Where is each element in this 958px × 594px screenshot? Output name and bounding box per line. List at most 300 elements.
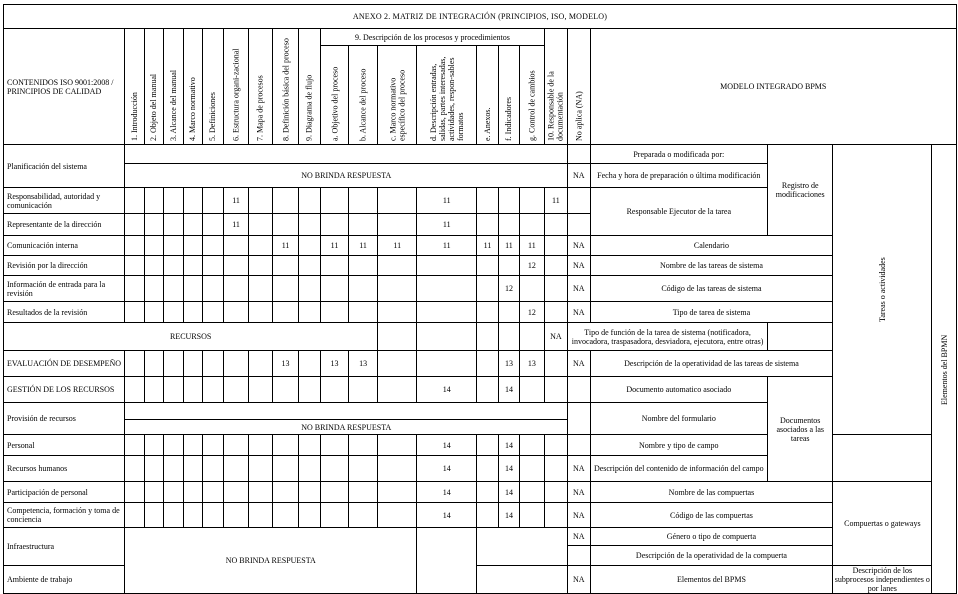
blank-cell	[125, 351, 144, 377]
col-header-10: 10. Responsable de la documentación	[544, 29, 567, 145]
blank-cell	[477, 256, 498, 276]
row-label: Personal	[4, 435, 125, 456]
model-item: Elementos del BPMS	[590, 566, 833, 594]
blank-cell	[321, 377, 349, 403]
value-cell: 14	[498, 503, 519, 528]
blank-cell	[544, 256, 567, 276]
value-cell: 11	[321, 236, 349, 256]
group-registro: Registro de modificaciones	[768, 145, 833, 236]
blank-cell	[202, 377, 223, 403]
blank-cell	[224, 236, 248, 256]
col-header-1: 1. Introducción	[125, 29, 144, 145]
blank-cell	[477, 503, 498, 528]
blank-cell	[248, 503, 272, 528]
col-header-2: 2. Objeto del manual	[144, 29, 163, 145]
value-cell: 14	[498, 377, 519, 403]
blank-cell	[568, 435, 590, 456]
blank-cell	[417, 256, 477, 276]
blank-cell	[164, 302, 183, 323]
blank-cell	[183, 351, 202, 377]
row-label: GESTIÓN DE LOS RECURSOS	[4, 377, 125, 403]
blank-cell	[202, 351, 223, 377]
na-cell: NA	[568, 236, 590, 256]
blank-cell	[378, 482, 417, 503]
blank-cell	[202, 188, 223, 214]
blank-cell	[568, 377, 590, 403]
blank-cell	[298, 351, 320, 377]
blank-cell	[568, 214, 590, 236]
blank-cell	[520, 188, 544, 214]
blank-cell	[202, 256, 223, 276]
blank-cell	[378, 256, 417, 276]
blank-cell	[183, 456, 202, 482]
na-cell: NA	[568, 503, 590, 528]
blank-cell	[273, 188, 299, 214]
blank-cell	[248, 482, 272, 503]
row-label: Infraestructura	[4, 528, 125, 566]
blank-cell	[144, 276, 163, 302]
col-header-3: 3. Alcance del manual	[164, 29, 183, 145]
blank-cell	[348, 377, 378, 403]
blank-cell	[202, 435, 223, 456]
value-cell: 14	[417, 377, 477, 403]
blank-cell	[273, 435, 299, 456]
na-cell: NA	[568, 456, 590, 482]
row-label: Planificación del sistema	[4, 145, 125, 188]
blank-cell	[498, 302, 519, 323]
col-header-5: 5. Definiciones	[202, 29, 223, 145]
blank-cell	[298, 214, 320, 236]
blank-cell	[248, 456, 272, 482]
blank-cell	[248, 214, 272, 236]
blank-cell	[125, 256, 144, 276]
blank-cell	[417, 528, 477, 594]
blank-cell	[224, 482, 248, 503]
blank-cell	[321, 276, 349, 302]
blank-cell	[248, 377, 272, 403]
blank-cell	[183, 435, 202, 456]
row-label: Responsabilidad, autoridad y comunicación	[4, 188, 125, 214]
blank-cell	[477, 351, 498, 377]
blank-cell	[544, 503, 567, 528]
value-cell: 11	[348, 236, 378, 256]
blank-cell	[477, 528, 568, 566]
blank-cell	[248, 276, 272, 302]
na-cell: NA	[544, 323, 567, 351]
blank-cell	[164, 276, 183, 302]
page-title: ANEXO 2. MATRIZ DE INTEGRACIÓN (PRINCIPIOS, ISO, MODELO)	[4, 5, 957, 29]
blank-cell	[273, 456, 299, 482]
col-header-a: a. Objetivo del proceso	[321, 46, 349, 145]
blank-cell	[520, 276, 544, 302]
blank-cell	[183, 302, 202, 323]
blank-cell	[125, 145, 568, 164]
blank-cell	[164, 256, 183, 276]
value-cell: 13	[321, 351, 349, 377]
na-cell: NA	[568, 528, 590, 546]
blank-cell	[125, 403, 568, 420]
col-header-b: b. Alcance del proceso	[348, 46, 378, 145]
blank-cell	[144, 236, 163, 256]
no-response-cell: NO BRINDA RESPUESTA	[125, 420, 568, 435]
blank-cell	[298, 456, 320, 482]
blank-cell	[144, 188, 163, 214]
value-cell: 13	[273, 351, 299, 377]
na-cell: NA	[568, 351, 590, 377]
blank-cell	[477, 302, 498, 323]
blank-cell	[378, 435, 417, 456]
value-cell: 12	[520, 302, 544, 323]
blank-cell	[298, 435, 320, 456]
blank-cell	[298, 503, 320, 528]
blank-cell	[183, 214, 202, 236]
blank-cell	[144, 302, 163, 323]
col-header-c: c. Marco normativo específico del proceso	[378, 46, 417, 145]
blank-cell	[520, 214, 544, 236]
blank-cell	[321, 188, 349, 214]
blank-cell	[498, 256, 519, 276]
blank-cell	[544, 276, 567, 302]
value-cell: 11	[417, 188, 477, 214]
value-cell: 11	[417, 214, 477, 236]
value-cell: 11	[477, 236, 498, 256]
blank-cell	[183, 482, 202, 503]
model-item: Código de las compuertas	[590, 503, 833, 528]
blank-cell	[348, 302, 378, 323]
blank-cell	[417, 302, 477, 323]
value-cell: 14	[498, 435, 519, 456]
blank-cell	[378, 214, 417, 236]
row-label: Participación de personal	[4, 482, 125, 503]
blank-cell	[202, 456, 223, 482]
value-cell: 13	[520, 351, 544, 377]
blank-cell	[183, 377, 202, 403]
model-item: Código de las tareas de sistema	[590, 276, 833, 302]
blank-cell	[125, 377, 144, 403]
blank-cell	[321, 503, 349, 528]
blank-cell	[321, 302, 349, 323]
value-cell: 14	[417, 503, 477, 528]
blank-cell	[544, 482, 567, 503]
blank-cell	[544, 302, 567, 323]
na-cell: NA	[568, 164, 590, 188]
blank-cell	[544, 214, 567, 236]
col-header-4: 4. Marco normativo	[183, 29, 202, 145]
blank-cell	[298, 482, 320, 503]
group-compuertas: Compuertas o gateways	[833, 482, 932, 566]
blank-cell	[248, 351, 272, 377]
value-cell: 11	[544, 188, 567, 214]
blank-cell	[144, 435, 163, 456]
blank-cell	[273, 482, 299, 503]
blank-cell	[202, 482, 223, 503]
blank-cell	[321, 482, 349, 503]
value-cell: 12	[520, 256, 544, 276]
blank-cell	[544, 456, 567, 482]
model-item: Preparada o modificada por:	[590, 145, 768, 164]
value-cell: 11	[224, 188, 248, 214]
blank-cell	[417, 323, 477, 351]
integration-matrix	[3, 4, 957, 594]
blank-cell	[144, 456, 163, 482]
blank-cell	[248, 256, 272, 276]
group-documentos: Documentos asociados a las tareas	[768, 377, 833, 482]
value-cell: 14	[417, 435, 477, 456]
blank-cell	[202, 236, 223, 256]
blank-cell	[125, 214, 144, 236]
row-label: Revisión por la dirección	[4, 256, 125, 276]
blank-cell	[183, 503, 202, 528]
na-cell: NA	[568, 276, 590, 302]
blank-cell	[183, 236, 202, 256]
blank-cell	[144, 503, 163, 528]
blank-cell	[298, 302, 320, 323]
blank-cell	[544, 236, 567, 256]
group-tareas: Tareas o actividades	[833, 145, 932, 435]
blank-cell	[248, 188, 272, 214]
row-label: Ambiente de trabajo	[4, 566, 125, 594]
value-cell: 11	[273, 236, 299, 256]
blank-cell	[378, 503, 417, 528]
model-item: Género o tipo de compuerta	[590, 528, 833, 546]
model-item: Nombre de las compuertas	[590, 482, 833, 503]
na-cell: NA	[568, 482, 590, 503]
no-response-cell: NO BRINDA RESPUESTA	[125, 164, 568, 188]
group-elementos: Elementos del BPMN	[932, 145, 957, 594]
blank-cell	[144, 377, 163, 403]
na-cell: NA	[568, 302, 590, 323]
value-cell: 12	[498, 276, 519, 302]
blank-cell	[125, 236, 144, 256]
blank-cell	[164, 435, 183, 456]
na-cell: NA	[568, 256, 590, 276]
group-subprocesos: Descripción de los subprocesos independientes o por lanes	[834, 566, 930, 593]
blank-cell	[477, 214, 498, 236]
value-cell: 14	[498, 456, 519, 482]
blank-cell	[477, 566, 568, 594]
blank-cell	[224, 256, 248, 276]
row-label: Resultados de la revisión	[4, 302, 125, 323]
corner-label: CONTENIDOS ISO 9001:2008 / PRINCIPIOS DE CALIDAD	[4, 29, 125, 145]
blank-cell	[273, 276, 299, 302]
model-item: Calendario	[590, 236, 833, 256]
col-header-na: No aplica (NA)	[568, 29, 590, 145]
col-header-f: f. Indicadores	[498, 46, 519, 145]
blank-cell	[498, 188, 519, 214]
blank-cell	[520, 456, 544, 482]
blank-cell	[378, 302, 417, 323]
blank-cell	[125, 188, 144, 214]
blank-cell	[144, 256, 163, 276]
blank-cell	[477, 323, 498, 351]
value-cell: 11	[224, 214, 248, 236]
value-cell: 14	[417, 456, 477, 482]
blank-cell	[202, 503, 223, 528]
row-label: EVALUACIÓN DE DESEMPEÑO	[4, 351, 125, 377]
blank-cell	[273, 214, 299, 236]
blank-cell	[498, 323, 519, 351]
blank-cell	[183, 276, 202, 302]
blank-cell	[164, 456, 183, 482]
row-label: Competencia, formación y toma de conciencia	[4, 503, 125, 528]
col-header-9: 9. Diagrama de flujo	[298, 29, 320, 145]
blank-cell	[544, 435, 567, 456]
model-item: Tipo de tarea de sistema	[590, 302, 833, 323]
model-item: Descripción de la operatividad de las tareas de sistema	[590, 351, 833, 377]
blank-cell	[224, 435, 248, 456]
value-cell: 13	[348, 351, 378, 377]
blank-cell	[321, 214, 349, 236]
blank-cell	[164, 236, 183, 256]
blank-cell	[125, 456, 144, 482]
blank-cell	[144, 482, 163, 503]
blank-cell	[273, 302, 299, 323]
blank-cell	[520, 323, 544, 351]
blank-cell	[224, 503, 248, 528]
model-item: Fecha y hora de preparación o última modificación	[590, 164, 768, 188]
value-cell: 14	[417, 482, 477, 503]
blank-cell	[273, 256, 299, 276]
model-item: Documento automatico asociado	[590, 377, 768, 403]
blank-cell	[125, 302, 144, 323]
model-item: Descripción del contenido de información del campo	[590, 456, 768, 482]
blank-cell	[520, 503, 544, 528]
blank-cell	[378, 377, 417, 403]
blank-cell	[477, 482, 498, 503]
blank-cell	[568, 546, 590, 566]
col-header-7: 7. Mapa de procesos	[248, 29, 272, 145]
blank-cell	[224, 456, 248, 482]
blank-cell	[568, 145, 590, 164]
model-item: Nombre del formulario	[590, 403, 768, 435]
model-item: Responsable Ejecutor de la tarea	[590, 188, 768, 236]
na-cell: NA	[568, 566, 590, 594]
blank-cell	[298, 276, 320, 302]
blank-cell	[378, 351, 417, 377]
blank-cell	[568, 403, 590, 435]
blank-cell	[477, 188, 498, 214]
blank-cell	[164, 503, 183, 528]
blank-cell	[164, 188, 183, 214]
blank-cell	[417, 351, 477, 377]
group-header: 9. Descripción de los procesos y procedimientos	[321, 29, 544, 46]
row-label: Provisión de recursos	[4, 403, 125, 435]
blank-cell	[348, 276, 378, 302]
blank-cell	[298, 188, 320, 214]
blank-cell	[224, 377, 248, 403]
blank-cell	[224, 302, 248, 323]
blank-cell	[125, 503, 144, 528]
row-label: Representante de la dirección	[4, 214, 125, 236]
model-item: Tipo de función de la tarea de sistema (notificadora, invocadora, traspasadora, desviadora, ejecutora, entre otras)	[568, 323, 768, 351]
blank-cell	[378, 456, 417, 482]
blank-cell	[477, 377, 498, 403]
value-cell: 11	[498, 236, 519, 256]
blank-cell	[348, 503, 378, 528]
blank-cell	[164, 351, 183, 377]
blank-cell	[125, 276, 144, 302]
blank-cell	[378, 276, 417, 302]
blank-cell	[298, 256, 320, 276]
col-header-6: 6. Estructura organi-zacional	[224, 29, 248, 145]
model-header: MODELO INTEGRADO BPMS	[590, 29, 956, 145]
blank-cell	[144, 214, 163, 236]
recursos-cell: RECURSOS	[4, 323, 378, 351]
blank-cell	[202, 214, 223, 236]
blank-cell	[298, 377, 320, 403]
blank-cell	[498, 214, 519, 236]
row-label: Comunicación interna	[4, 236, 125, 256]
blank-cell	[477, 276, 498, 302]
blank-cell	[144, 351, 163, 377]
value-cell: 11	[417, 236, 477, 256]
blank-cell	[273, 503, 299, 528]
blank-cell	[224, 351, 248, 377]
col-header-d: d. Descripción entradas, salidas, partes interesadas, actividades, respon-sables formatos	[417, 46, 477, 145]
blank-cell	[348, 456, 378, 482]
blank-cell	[273, 377, 299, 403]
blank-cell	[348, 435, 378, 456]
blank-cell	[183, 188, 202, 214]
blank-cell	[248, 302, 272, 323]
blank-cell	[417, 276, 477, 302]
blank-cell	[520, 435, 544, 456]
blank-cell	[202, 276, 223, 302]
value-cell: 11	[378, 236, 417, 256]
blank-cell	[321, 435, 349, 456]
blank-cell	[248, 236, 272, 256]
blank-cell	[544, 377, 567, 403]
value-cell: 13	[498, 351, 519, 377]
blank-cell	[520, 482, 544, 503]
blank-cell	[378, 323, 417, 351]
blank-cell	[164, 377, 183, 403]
row-label: Recursos humanos	[4, 456, 125, 482]
model-item: Nombre y tipo de campo	[590, 435, 768, 456]
col-header-e: e. Anexos.	[477, 46, 498, 145]
blank-cell	[183, 256, 202, 276]
blank-cell	[164, 482, 183, 503]
blank-cell	[202, 302, 223, 323]
blank-cell	[348, 256, 378, 276]
col-header-g: g. Control de cambios	[520, 46, 544, 145]
blank-cell	[348, 482, 378, 503]
row-label: Información de entrada para la revisión	[4, 276, 125, 302]
blank-cell	[224, 276, 248, 302]
model-item: Nombre de las tareas de sistema	[590, 256, 833, 276]
blank-cell	[125, 482, 144, 503]
blank-cell	[248, 435, 272, 456]
value-cell: 11	[520, 236, 544, 256]
model-item: Descripción de la operatividad de la compuerta	[590, 546, 833, 566]
blank-cell	[298, 236, 320, 256]
blank-cell	[378, 188, 417, 214]
blank-cell	[348, 214, 378, 236]
blank-cell	[568, 188, 590, 214]
no-response-cell: NO BRINDA RESPUESTA	[125, 528, 417, 594]
blank-cell	[321, 256, 349, 276]
value-cell: 14	[498, 482, 519, 503]
blank-cell	[477, 456, 498, 482]
blank-cell	[164, 214, 183, 236]
col-header-8: 8. Definición básica del proceso	[273, 29, 299, 145]
blank-cell	[125, 435, 144, 456]
blank-cell	[544, 351, 567, 377]
blank-cell	[520, 377, 544, 403]
blank-cell	[321, 456, 349, 482]
blank-cell	[477, 435, 498, 456]
blank-cell	[348, 188, 378, 214]
